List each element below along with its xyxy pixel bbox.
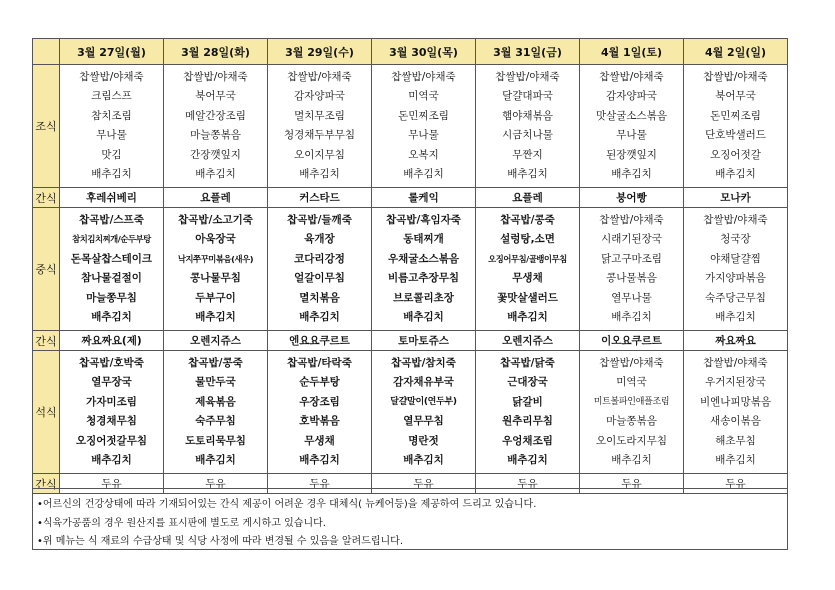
menu-item: 마늘쫑무침 xyxy=(86,291,137,304)
snack-item: 두유 xyxy=(372,474,476,494)
menu-item: 멸치볶음 xyxy=(299,291,340,304)
menu-item: 찹쌀밥/야채죽 xyxy=(703,213,768,226)
menu-item: 오복지 xyxy=(408,148,439,161)
menu-item: 참나물겉절이 xyxy=(81,272,142,284)
dinner-row xyxy=(33,351,788,474)
snack-item: 롤케익 xyxy=(372,188,476,208)
lunch-cell xyxy=(268,208,372,331)
menu-item: 단호박샐러드 xyxy=(705,129,766,141)
breakfast-cell xyxy=(60,65,164,188)
menu-item: 미역국 xyxy=(616,376,647,388)
menu-item: 브로콜리초장 xyxy=(393,291,454,304)
menu-item: 육개장 xyxy=(304,233,335,245)
snack-item: 엔요요쿠르트 xyxy=(268,331,372,351)
menu-item: 오이지무침 xyxy=(294,148,345,161)
menu-item: 마늘쫑볶음 xyxy=(190,129,241,141)
menu-item: 찹곡밥/흑임자죽 xyxy=(386,213,461,226)
day-header: 4월 1일(토) xyxy=(580,39,684,65)
snack-item: 짜요짜요 xyxy=(684,331,788,351)
note-line: •위 메뉴는 식 재료의 수급상태 및 식당 사정에 따라 변경될 수 있음을 알려드립니다. xyxy=(37,536,404,547)
menu-item: 설렁탕,소면 xyxy=(500,233,555,245)
snack-item: 짜요짜요(제) xyxy=(60,331,164,351)
menu-item: 맛살굴소스볶음 xyxy=(595,109,667,122)
lunch-cell xyxy=(164,208,268,331)
menu-item: 북어무국 xyxy=(715,90,756,102)
breakfast-label: 조식 xyxy=(33,65,60,188)
snack-item: 모나카 xyxy=(684,188,788,208)
menu-item: 시금치나물 xyxy=(502,129,553,141)
menu-item: 돈목살찹스테이크 xyxy=(70,252,153,265)
menu-item: 찹쌀밥/야채죽 xyxy=(79,70,144,83)
snack-item: 요플레 xyxy=(476,188,580,208)
menu-item: 배추김치 xyxy=(195,311,236,323)
menu-item: 크림스프 xyxy=(91,90,132,102)
dinner-label: 석식 xyxy=(33,351,60,474)
menu-item: 무나물 xyxy=(408,129,439,141)
menu-item: 제육볶음 xyxy=(195,395,236,408)
menu-item: 찹쌀밥/야채죽 xyxy=(703,70,768,83)
menu-item: 간장깻잎지 xyxy=(190,148,241,161)
menu-item: 북어무국 xyxy=(195,90,236,102)
dinner-cell xyxy=(372,351,476,474)
snack-item: 두유 xyxy=(476,474,580,494)
breakfast-cell xyxy=(372,65,476,188)
menu-item: 미역국 xyxy=(408,90,439,102)
corner-cell xyxy=(33,39,60,65)
menu-item: 열무무침 xyxy=(403,415,444,427)
lunch-cell xyxy=(372,208,476,331)
menu-item: 꽃맛살샐러드 xyxy=(497,291,558,304)
lunch-cell xyxy=(60,208,164,331)
menu-item: 콩나물무침 xyxy=(190,272,241,284)
menu-item: 돈민찌조림 xyxy=(710,109,761,122)
snack-row-1 xyxy=(33,188,788,208)
menu-item: 미트볼파인애플조림 xyxy=(593,396,670,407)
header-row xyxy=(33,39,788,65)
menu-item: 호박볶음 xyxy=(299,415,340,427)
menu-item: 배추김치 xyxy=(611,311,652,323)
menu-item: 감자양파국 xyxy=(294,90,345,102)
menu-item: 찹곡밥/소고기죽 xyxy=(178,213,253,226)
menu-item: 찹쌀밥/야채죽 xyxy=(703,356,768,369)
day-header: 3월 27일(월) xyxy=(60,39,164,65)
menu-item: 햄야채볶음 xyxy=(502,109,553,122)
menu-item: 배추김치 xyxy=(403,311,444,323)
menu-item: 찹쌀밥/야채죽 xyxy=(183,70,248,83)
weekly-menu-table xyxy=(32,38,788,494)
snack-item: 두유 xyxy=(684,474,788,494)
menu-item: 배추김치 xyxy=(299,311,340,323)
breakfast-row xyxy=(33,65,788,188)
menu-item: 맛김 xyxy=(101,148,122,161)
menu-item: 배추김치 xyxy=(91,311,132,323)
menu-item: 배추김치 xyxy=(611,454,652,466)
snack-item: 후레쉬베리 xyxy=(60,188,164,208)
menu-item: 순두부탕 xyxy=(299,376,340,388)
menu-item: 닭고구마조림 xyxy=(601,252,662,265)
menu-item: 배추김치 xyxy=(91,168,132,180)
day-header: 3월 29일(수) xyxy=(268,39,372,65)
snack-item: 두유 xyxy=(580,474,684,494)
snack-item: 토마토쥬스 xyxy=(372,331,476,351)
menu-item: 참치조림 xyxy=(91,109,132,122)
menu-item: 해초무침 xyxy=(715,434,756,447)
menu-item: 원추리무침 xyxy=(502,415,553,427)
day-header: 4월 2일(일) xyxy=(684,39,788,65)
menu-item: 배추김치 xyxy=(715,168,756,180)
menu-item: 콩나물볶음 xyxy=(606,272,657,284)
menu-item: 찹곡밥/닭죽 xyxy=(500,356,555,369)
menu-item: 청경채무침 xyxy=(86,415,137,427)
menu-item: 멸치무조림 xyxy=(294,109,345,122)
lunch-label: 중식 xyxy=(33,208,60,331)
menu-item: 무나물 xyxy=(96,129,127,141)
menu-item: 새송이볶음 xyxy=(710,415,761,427)
menu-item: 찹쌀밥/야채죽 xyxy=(495,70,560,83)
menu-item: 배추김치 xyxy=(507,311,548,323)
snack-item: 두유 xyxy=(268,474,372,494)
menu-item: 배추김치 xyxy=(195,454,236,466)
menu-item: 무짠지 xyxy=(512,148,543,161)
menu-item: 청국장 xyxy=(720,233,751,245)
menu-item: 배추김치 xyxy=(507,454,548,466)
menu-item: 배추김치 xyxy=(91,454,132,466)
snack-label: 간식 xyxy=(33,188,60,208)
dinner-cell xyxy=(476,351,580,474)
menu-item: 낙지쭈꾸미볶음(새우) xyxy=(177,253,254,264)
snack-item: 커스타드 xyxy=(268,188,372,208)
menu-item: 우장조림 xyxy=(299,395,340,408)
menu-item: 무나물 xyxy=(616,129,647,141)
menu-item: 가지양파볶음 xyxy=(705,272,766,284)
snack-item: 오렌지쥬스 xyxy=(476,331,580,351)
menu-item: 배추김치 xyxy=(299,168,340,180)
menu-item: 메알간장조림 xyxy=(185,109,246,122)
day-header: 3월 31일(금) xyxy=(476,39,580,65)
menu-item: 우엉채조림 xyxy=(502,434,553,447)
menu-item: 참치김치찌개/순두부탕 xyxy=(72,234,151,244)
lunch-cell xyxy=(684,208,788,331)
menu-item: 찹곡밥/호박죽 xyxy=(79,356,144,369)
note-line: •어르신의 건강상태에 따라 기재되어있는 간식 제공이 어려운 경우 대체식( 뉴케어등)을 제공하여 드리고 있습니다. xyxy=(37,499,537,510)
dinner-cell xyxy=(60,351,164,474)
breakfast-cell xyxy=(268,65,372,188)
snack-item: 붕어빵 xyxy=(580,188,684,208)
note-line: •식육가공품의 경우 원산지를 표시판에 별도로 게시하고 있습니다. xyxy=(37,518,326,529)
menu-item: 야채달걀찜 xyxy=(710,252,761,265)
notes-box xyxy=(32,488,788,550)
menu-item: 달걀대파국 xyxy=(502,90,553,102)
menu-item: 열무장국 xyxy=(91,376,132,388)
menu-item: 찹쌀밥/야채죽 xyxy=(391,70,456,83)
dinner-cell xyxy=(164,351,268,474)
lunch-cell xyxy=(476,208,580,331)
breakfast-cell xyxy=(580,65,684,188)
menu-item: 청경채두부무침 xyxy=(283,129,355,141)
menu-item: 코다리강정 xyxy=(294,252,345,265)
menu-item: 된장깻잎지 xyxy=(606,148,657,161)
menu-item: 찹쌀밥/야채죽 xyxy=(599,356,664,369)
menu-item: 찹곡밥/참치죽 xyxy=(391,356,456,369)
menu-item: 배추김치 xyxy=(195,168,236,180)
menu-item: 우거지된장국 xyxy=(705,376,766,388)
menu-item: 오징어젓갈무침 xyxy=(75,434,147,447)
breakfast-cell xyxy=(684,65,788,188)
menu-item: 감자양파국 xyxy=(606,90,657,102)
menu-item: 동태찌개 xyxy=(403,233,444,245)
snack-row-2 xyxy=(33,331,788,351)
menu-item: 오징어젓갈 xyxy=(710,148,761,161)
snack-item: 요플레 xyxy=(164,188,268,208)
menu-item: 오징어무침/골뱅이무침 xyxy=(488,253,567,264)
menu-item: 달걀말이(연두부) xyxy=(390,396,457,407)
menu-item: 열무나물 xyxy=(611,291,652,304)
dinner-cell xyxy=(684,351,788,474)
snack-item: 이오요쿠르트 xyxy=(580,331,684,351)
menu-item: 아욱장국 xyxy=(195,233,236,245)
lunch-cell xyxy=(580,208,684,331)
menu-item: 근대장국 xyxy=(507,376,548,388)
snack-label: 간식 xyxy=(33,474,60,494)
day-header: 3월 30일(목) xyxy=(372,39,476,65)
menu-item: 닭갈비 xyxy=(512,395,543,408)
menu-item: 감자채유부국 xyxy=(393,376,454,388)
day-header: 3월 28일(화) xyxy=(164,39,268,65)
snack-item: 두유 xyxy=(164,474,268,494)
snack-label: 간식 xyxy=(33,331,60,351)
menu-item: 돈민찌조림 xyxy=(398,109,449,122)
menu-item: 배추김치 xyxy=(403,168,444,180)
menu-item: 배추김치 xyxy=(403,454,444,466)
menu-item: 명란젓 xyxy=(408,434,439,447)
menu-item: 비름고추장무침 xyxy=(387,272,459,284)
menu-item: 배추김치 xyxy=(715,454,756,466)
menu-item: 배추김치 xyxy=(611,168,652,180)
snack-item: 두유 xyxy=(60,474,164,494)
snack-item: 오렌지쥬스 xyxy=(164,331,268,351)
menu-item: 찹곡밥/콩죽 xyxy=(188,356,243,369)
menu-item: 찹곡밥/스프죽 xyxy=(79,213,144,226)
menu-item: 도토리묵무침 xyxy=(185,434,246,447)
menu-item: 물만두국 xyxy=(195,376,236,388)
menu-item: 숙주무침 xyxy=(195,415,236,427)
breakfast-cell xyxy=(476,65,580,188)
menu-item: 얼갈이무침 xyxy=(294,272,345,284)
menu-item: 찹쌀밥/야채죽 xyxy=(599,70,664,83)
lunch-row xyxy=(33,208,788,331)
menu-item: 시래기된장국 xyxy=(601,233,662,245)
menu-item: 가자미조림 xyxy=(86,395,137,408)
menu-item: 배추김치 xyxy=(715,311,756,323)
dinner-cell xyxy=(268,351,372,474)
menu-item: 찹쌀밥/야채죽 xyxy=(599,213,664,226)
menu-item: 배추김치 xyxy=(299,454,340,466)
menu-item: 찹곡밥/타락죽 xyxy=(287,356,352,369)
menu-item: 비엔나피망볶음 xyxy=(699,395,771,408)
menu-item: 배추김치 xyxy=(507,168,548,180)
menu-item: 오이도라지무침 xyxy=(595,434,667,447)
menu-item: 무생채 xyxy=(304,434,335,447)
menu-item: 마늘쫑볶음 xyxy=(606,415,657,427)
breakfast-cell xyxy=(164,65,268,188)
menu-item: 숙주당근무침 xyxy=(705,291,766,304)
dinner-cell xyxy=(580,351,684,474)
menu-item: 우채굴소스볶음 xyxy=(387,252,459,265)
menu-item: 두부구이 xyxy=(195,291,236,304)
menu-item: 찹쌀밥/야채죽 xyxy=(287,70,352,83)
menu-item: 찹곡밥/들깨죽 xyxy=(287,213,352,226)
menu-item: 찹곡밥/콩죽 xyxy=(500,213,555,226)
menu-item: 무생채 xyxy=(512,272,543,284)
